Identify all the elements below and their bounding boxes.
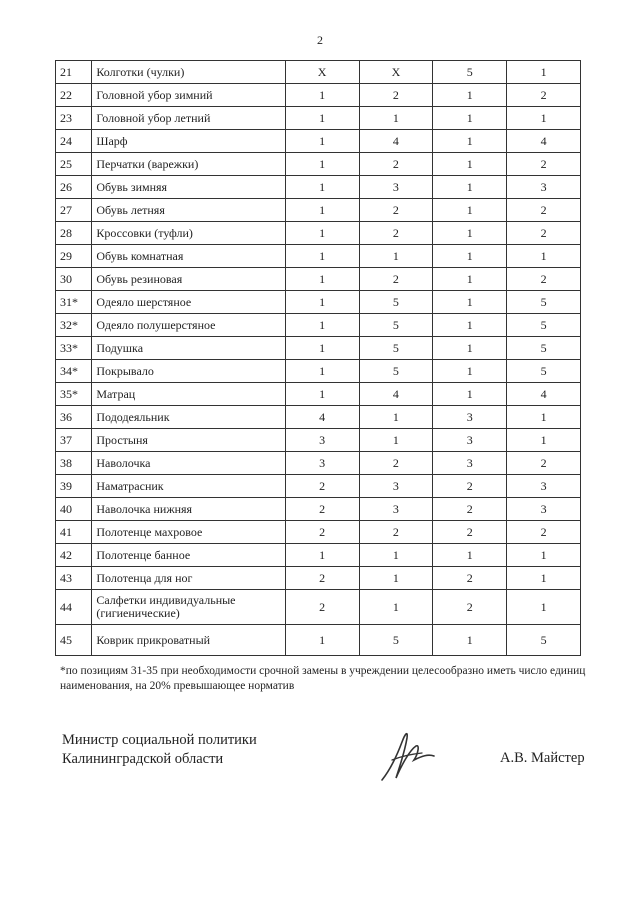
value-cell: 1 xyxy=(433,222,507,245)
value-cell: 1 xyxy=(433,153,507,176)
item-name-cell: Головной убор летний xyxy=(92,107,285,130)
value-cell: Х xyxy=(359,61,433,84)
handwritten-signature xyxy=(372,720,442,790)
table-row xyxy=(56,268,581,291)
table-row xyxy=(56,314,581,337)
table-row xyxy=(56,130,581,153)
item-name-cell: Наволочка xyxy=(92,452,285,475)
value-cell: 1 xyxy=(285,153,359,176)
value-cell: 1 xyxy=(433,130,507,153)
value-cell: 1 xyxy=(285,245,359,268)
value-cell: 2 xyxy=(285,475,359,498)
item-name-cell: Полотенце банное xyxy=(92,544,285,567)
value-cell: 2 xyxy=(433,521,507,544)
value-cell: 1 xyxy=(285,360,359,383)
value-cell: 5 xyxy=(359,314,433,337)
table-row xyxy=(56,521,581,544)
value-cell: 2 xyxy=(433,498,507,521)
value-cell: 3 xyxy=(433,406,507,429)
item-number-cell: 33* xyxy=(56,337,92,360)
item-number-cell: 32* xyxy=(56,314,92,337)
value-cell: 3 xyxy=(359,475,433,498)
item-name-cell: Одеяло шерстяное xyxy=(92,291,285,314)
value-cell: 1 xyxy=(285,84,359,107)
value-cell: 3 xyxy=(433,452,507,475)
value-cell: 1 xyxy=(285,383,359,406)
value-cell: 1 xyxy=(433,360,507,383)
table-row xyxy=(56,245,581,268)
value-cell: 1 xyxy=(433,314,507,337)
item-name-cell: Головной убор зимний xyxy=(92,84,285,107)
value-cell: 1 xyxy=(285,337,359,360)
value-cell: 5 xyxy=(359,625,433,656)
table-row xyxy=(56,199,581,222)
value-cell: 1 xyxy=(433,245,507,268)
item-number-cell: 35* xyxy=(56,383,92,406)
value-cell: 1 xyxy=(507,61,581,84)
signatory-position-line2: Калининградской области xyxy=(62,751,224,767)
value-cell: 5 xyxy=(507,314,581,337)
value-cell: 1 xyxy=(433,291,507,314)
item-name-cell: Салфетки индивидуальные (гигиенические) xyxy=(92,590,285,625)
value-cell: 2 xyxy=(359,199,433,222)
item-name-cell: Наволочка нижняя xyxy=(92,498,285,521)
value-cell: 4 xyxy=(359,130,433,153)
item-number-cell: 23 xyxy=(56,107,92,130)
value-cell: 3 xyxy=(507,475,581,498)
value-cell: 1 xyxy=(433,544,507,567)
table-row xyxy=(56,176,581,199)
value-cell: 2 xyxy=(359,153,433,176)
table-row xyxy=(56,61,581,84)
value-cell: 1 xyxy=(507,429,581,452)
item-number-cell: 26 xyxy=(56,176,92,199)
value-cell: 1 xyxy=(433,107,507,130)
value-cell: Х xyxy=(285,61,359,84)
item-number-cell: 25 xyxy=(56,153,92,176)
value-cell: 1 xyxy=(285,291,359,314)
value-cell: 1 xyxy=(507,245,581,268)
value-cell: 1 xyxy=(359,429,433,452)
value-cell: 4 xyxy=(285,406,359,429)
table-row xyxy=(56,590,581,625)
item-number-cell: 21 xyxy=(56,61,92,84)
value-cell: 1 xyxy=(433,84,507,107)
item-number-cell: 44 xyxy=(56,590,92,625)
item-number-cell: 42 xyxy=(56,544,92,567)
value-cell: 2 xyxy=(359,84,433,107)
value-cell: 2 xyxy=(507,521,581,544)
value-cell: 5 xyxy=(507,291,581,314)
item-name-cell: Пододеяльник xyxy=(92,406,285,429)
value-cell: 1 xyxy=(359,544,433,567)
table-row xyxy=(56,567,581,590)
item-number-cell: 30 xyxy=(56,268,92,291)
value-cell: 2 xyxy=(359,452,433,475)
item-number-cell: 28 xyxy=(56,222,92,245)
value-cell: 1 xyxy=(433,176,507,199)
value-cell: 1 xyxy=(285,314,359,337)
value-cell: 4 xyxy=(507,130,581,153)
table-row xyxy=(56,498,581,521)
value-cell: 1 xyxy=(285,107,359,130)
item-name-cell: Обувь зимняя xyxy=(92,176,285,199)
item-number-cell: 22 xyxy=(56,84,92,107)
value-cell: 2 xyxy=(285,498,359,521)
value-cell: 2 xyxy=(507,84,581,107)
item-number-cell: 41 xyxy=(56,521,92,544)
value-cell: 3 xyxy=(507,176,581,199)
item-name-cell: Перчатки (варежки) xyxy=(92,153,285,176)
item-number-cell: 34* xyxy=(56,360,92,383)
item-name-cell: Обувь резиновая xyxy=(92,268,285,291)
item-number-cell: 27 xyxy=(56,199,92,222)
value-cell: 1 xyxy=(285,544,359,567)
value-cell: 2 xyxy=(507,268,581,291)
item-number-cell: 38 xyxy=(56,452,92,475)
value-cell: 1 xyxy=(285,222,359,245)
value-cell: 2 xyxy=(359,222,433,245)
value-cell: 1 xyxy=(285,130,359,153)
table-row xyxy=(56,153,581,176)
value-cell: 1 xyxy=(507,406,581,429)
item-number-cell: 29 xyxy=(56,245,92,268)
item-name-cell: Подушка xyxy=(92,337,285,360)
value-cell: 1 xyxy=(433,199,507,222)
item-number-cell: 31* xyxy=(56,291,92,314)
table-row xyxy=(56,360,581,383)
value-cell: 3 xyxy=(359,176,433,199)
item-name-cell: Обувь комнатная xyxy=(92,245,285,268)
value-cell: 1 xyxy=(359,107,433,130)
item-name-cell: Одеяло полушерстяное xyxy=(92,314,285,337)
table-row xyxy=(56,625,581,656)
item-name-cell: Простыня xyxy=(92,429,285,452)
value-cell: 1 xyxy=(433,337,507,360)
item-name-cell: Шарф xyxy=(92,130,285,153)
value-cell: 1 xyxy=(433,268,507,291)
value-cell: 2 xyxy=(507,199,581,222)
table-row xyxy=(56,383,581,406)
value-cell: 2 xyxy=(285,521,359,544)
value-cell: 4 xyxy=(359,383,433,406)
value-cell: 1 xyxy=(433,383,507,406)
value-cell: 3 xyxy=(507,498,581,521)
value-cell: 1 xyxy=(359,245,433,268)
table-row xyxy=(56,544,581,567)
table-row xyxy=(56,291,581,314)
value-cell: 1 xyxy=(507,544,581,567)
item-number-cell: 39 xyxy=(56,475,92,498)
value-cell: 5 xyxy=(433,61,507,84)
value-cell: 1 xyxy=(359,590,433,625)
item-number-cell: 24 xyxy=(56,130,92,153)
value-cell: 1 xyxy=(285,268,359,291)
item-number-cell: 40 xyxy=(56,498,92,521)
item-number-cell: 37 xyxy=(56,429,92,452)
value-cell: 4 xyxy=(507,383,581,406)
value-cell: 2 xyxy=(507,153,581,176)
item-name-cell: Наматрасник xyxy=(92,475,285,498)
table-row xyxy=(56,84,581,107)
value-cell: 5 xyxy=(507,625,581,656)
value-cell: 2 xyxy=(507,452,581,475)
footnote: *по позициям 31-35 при необходимости срочной замены в учреждении целесообразно иметь число единиц наименования, на 20% превышающее норматив xyxy=(60,665,586,692)
item-number-cell: 45 xyxy=(56,625,92,656)
item-number-cell: 43 xyxy=(56,567,92,590)
value-cell: 1 xyxy=(507,107,581,130)
value-cell: 2 xyxy=(433,590,507,625)
value-cell: 2 xyxy=(359,268,433,291)
value-cell: 3 xyxy=(285,429,359,452)
value-cell: 1 xyxy=(507,567,581,590)
value-cell: 5 xyxy=(507,360,581,383)
value-cell: 1 xyxy=(507,590,581,625)
value-cell: 2 xyxy=(285,590,359,625)
value-cell: 3 xyxy=(433,429,507,452)
norms-table-body xyxy=(56,61,581,656)
norms-table xyxy=(55,60,581,656)
item-name-cell: Коврик прикроватный xyxy=(92,625,285,656)
item-number-cell: 36 xyxy=(56,406,92,429)
table-row xyxy=(56,107,581,130)
value-cell: 2 xyxy=(359,521,433,544)
value-cell: 3 xyxy=(285,452,359,475)
item-name-cell: Кроссовки (туфли) xyxy=(92,222,285,245)
value-cell: 2 xyxy=(433,475,507,498)
table-row xyxy=(56,406,581,429)
item-name-cell: Матрац xyxy=(92,383,285,406)
table-row xyxy=(56,337,581,360)
signatory-position-line1: Министр социальной политики xyxy=(62,732,257,748)
table-row xyxy=(56,475,581,498)
item-name-cell: Покрывало xyxy=(92,360,285,383)
value-cell: 5 xyxy=(359,291,433,314)
signatory-name: А.В. Майстер xyxy=(500,750,585,766)
signatory-position xyxy=(62,731,257,769)
value-cell: 2 xyxy=(285,567,359,590)
item-name-cell: Колготки (чулки) xyxy=(92,61,285,84)
value-cell: 5 xyxy=(359,360,433,383)
item-name-cell: Полотенца для ног xyxy=(92,567,285,590)
value-cell: 1 xyxy=(433,625,507,656)
value-cell: 1 xyxy=(359,567,433,590)
value-cell: 5 xyxy=(359,337,433,360)
item-name-cell: Обувь летняя xyxy=(92,199,285,222)
value-cell: 2 xyxy=(507,222,581,245)
value-cell: 2 xyxy=(433,567,507,590)
value-cell: 1 xyxy=(285,625,359,656)
value-cell: 3 xyxy=(359,498,433,521)
table-row xyxy=(56,429,581,452)
table-row xyxy=(56,452,581,475)
table-row xyxy=(56,222,581,245)
page-number: 2 xyxy=(317,33,323,47)
value-cell: 1 xyxy=(359,406,433,429)
value-cell: 1 xyxy=(285,199,359,222)
item-name-cell: Полотенце махровое xyxy=(92,521,285,544)
value-cell: 5 xyxy=(507,337,581,360)
value-cell: 1 xyxy=(285,176,359,199)
